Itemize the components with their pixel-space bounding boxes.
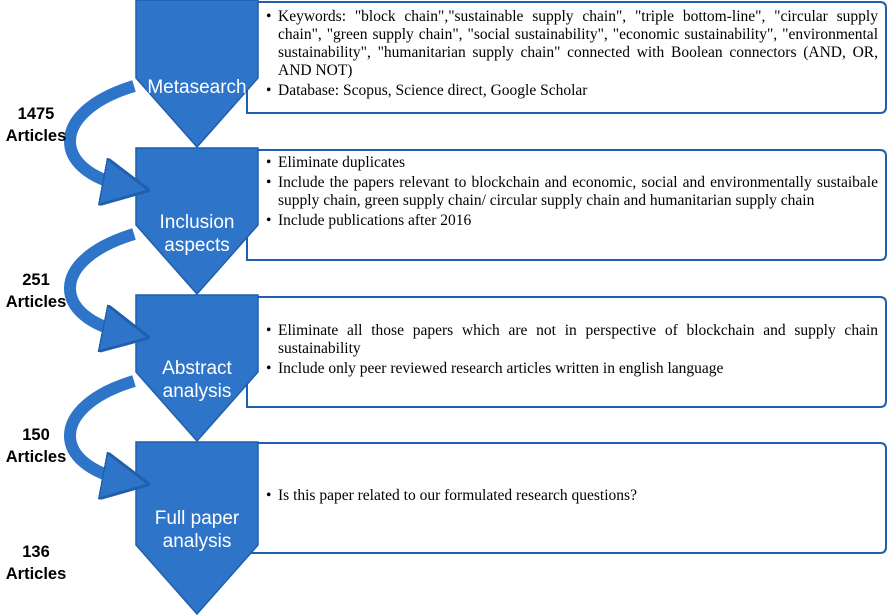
stage-3-label-line-2: analysis: [162, 381, 232, 402]
stage-4-bullet-1: • Is this paper related to our formulated research questions?: [266, 487, 878, 505]
count-150: [0, 424, 76, 468]
count-4-number: 136: [22, 543, 50, 561]
flow-arrow-3: [70, 381, 134, 480]
count-1-unit: Articles: [5, 127, 67, 145]
stage-1-label-line-1: Metasearch: [147, 77, 247, 98]
stage-3-bullet-2: • Include only peer reviewed research articles written in english language: [266, 360, 878, 378]
stage-1-chevron: [136, 0, 258, 147]
count-1475: [0, 103, 76, 147]
stage-3-bullet-1: • Eliminate all those papers which are not in perspective of blockchain and supply chain sustainability: [266, 322, 878, 358]
flow-arrow-2: [70, 234, 134, 333]
count-2-number: 251: [22, 271, 50, 289]
stage-1-bullet-2: • Database: Scopus, Science direct, Google Scholar: [266, 82, 878, 100]
stage-4-criteria: [266, 487, 878, 507]
stage-2-bullet-1: • Eliminate duplicates: [266, 154, 878, 172]
stage-2-label-line-1: Inclusion: [159, 212, 235, 233]
stage-3-criteria: [266, 322, 878, 380]
stage-1-bullet-1: • Keywords: "block chain","sustainable supply chain", "triple bottom-line", "circular supply chain", "green supply chain", "social sustainability", "economic sustainability", "environmental sustainability", "humanitarian supply chain" connected with Boolean connectors (AND, OR, AND NOT): [266, 8, 878, 80]
stage-4-label-line-2: analysis: [162, 531, 232, 552]
stage-2-label-line-2: aspects: [164, 235, 230, 256]
stage-2-label: [132, 211, 262, 257]
stage-4-label-line-1: Full paper: [154, 508, 240, 529]
stage-1-criteria: [266, 8, 878, 102]
count-4-unit: Articles: [5, 565, 67, 583]
stage-2-bullet-2: • Include the papers relevant to blockchain and economic, social and environmentally sustaibale supply chain, green supply chain/ circular supply chain and humanitarian supply chain: [266, 174, 878, 210]
stage-2-bullet-3: • Include publications after 2016: [266, 212, 878, 230]
count-2-unit: Articles: [5, 293, 67, 311]
stage-3-label-line-1: Abstract: [162, 358, 232, 379]
count-251: [0, 269, 76, 313]
stage-1-label: [132, 76, 262, 99]
count-136: [0, 541, 76, 585]
count-1-number: 1475: [17, 105, 55, 123]
flow-arrow-1: [70, 86, 134, 186]
stage-3-label: [132, 357, 262, 403]
count-3-number: 150: [22, 426, 50, 444]
stage-4-label: [132, 507, 262, 553]
stage-2-criteria: [266, 154, 878, 232]
count-3-unit: Articles: [5, 448, 67, 466]
